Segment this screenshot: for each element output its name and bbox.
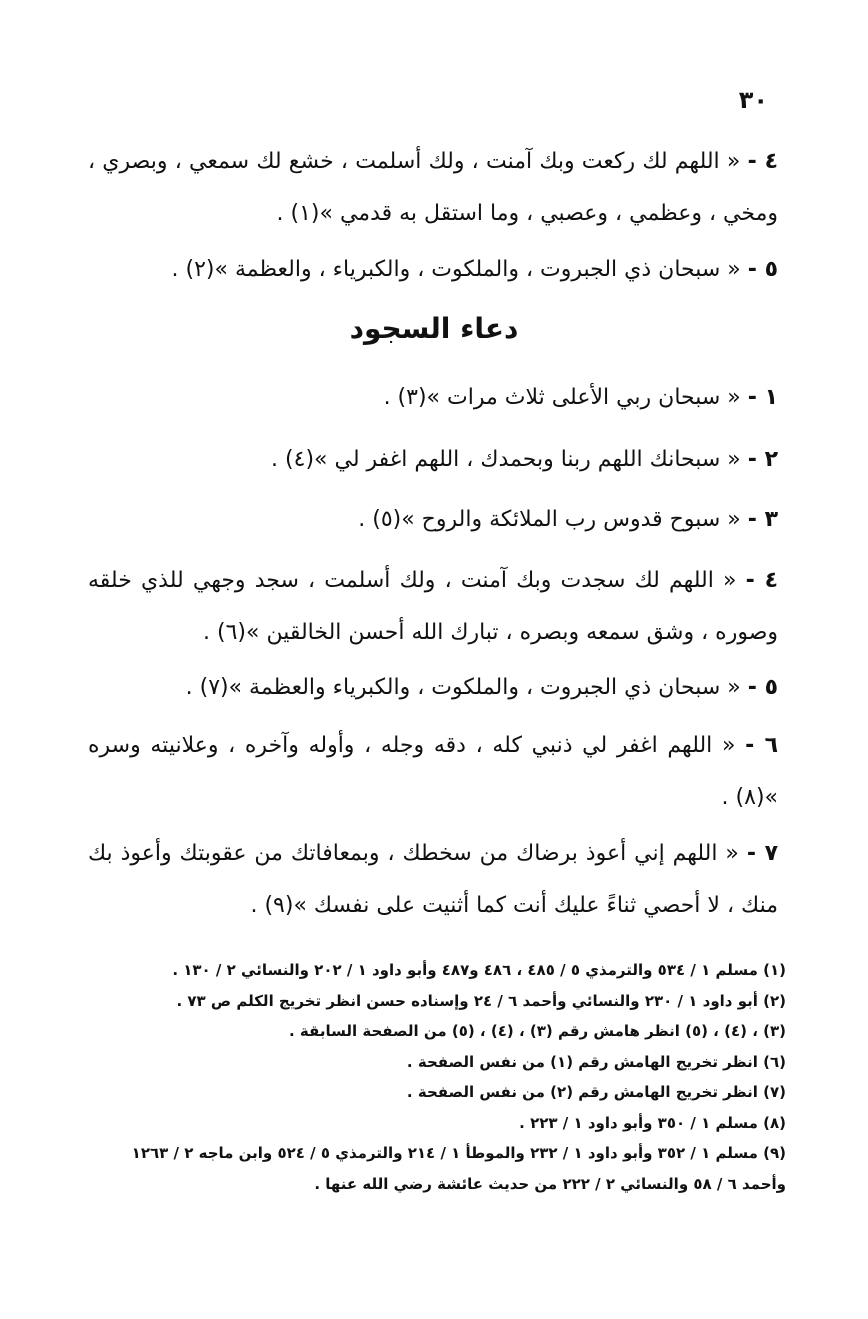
sujud-item-7 (88, 828, 778, 932)
footnote-9: (٩) مسلم ١ / ٣٥٢ وأبو داود ١ / ٢٣٢ والموطأ ١ / ٢١٤ والترمذي ٥ / ٥٢٤ وابن ماجه ٢ / ١٢٦٣ وأحمد ٦ / ٥٨ والنسائي ٢ / ٢٢٢ من حديث عائشة رضي الله عنها . (131, 1144, 786, 1193)
footnote-1: (١) مسلم ١ / ٥٣٤ والترمذي ٥ / ٤٨٥ ، ٤٨٦ و٤٨٧ وأبو داود ١ / ٢٠٢ والنسائي ٢ / ١٣٠ . (172, 961, 786, 979)
page-number: ٣٠ (738, 86, 768, 114)
footnote-3-5: (٣) ، (٤) ، (٥) انظر هامش رقم (٣) ، (٤) ، (٥) من الصفحة السابقة . (289, 1022, 786, 1040)
item-text: « اللهم اغفر لي ذنبي كله ، دقه وجله ، وأوله وآخره ، وعلانيته وسره »(٨) . (88, 733, 778, 810)
sujud-item-1 (88, 372, 778, 424)
item-text: « سبوح قدوس رب الملائكة والروح »(٥) . (358, 507, 741, 532)
item-number: ٢ - (747, 447, 778, 472)
item-number: ٦ - (745, 733, 778, 758)
item-number: ٥ - (747, 675, 778, 700)
item-number: ٥ - (747, 257, 778, 282)
item-number: ٣ - (747, 507, 778, 532)
item-text: « سبحان ربي الأعلى ثلاث مرات »(٣) . (383, 385, 741, 410)
ruku-item-5 (88, 244, 778, 296)
footnote-7: (٧) انظر تخريج الهامش رقم (٢) من نفس الصفحة . (406, 1083, 786, 1101)
footnotes (86, 955, 786, 1199)
footnote-6: (٦) انظر تخريج الهامش رقم (١) من نفس الصفحة . (406, 1052, 786, 1071)
item-number: ٤ - (745, 568, 779, 593)
sujud-item-2 (88, 434, 778, 486)
sujud-item-3 (88, 494, 778, 546)
item-number: ٧ - (746, 841, 778, 866)
item-text: « اللهم لك سجدت وبك آمنت ، ولك أسلمت ، سجد وجهي للذي خلقه وصوره ، وشق سمعه وبصره ، تبارك الله أحسن الخالقين »(٦) . (88, 568, 778, 645)
item-number: ١ - (747, 385, 778, 410)
item-text: « سبحان ذي الجبروت ، والملكوت ، والكبرياء والعظمة »(٧) . (185, 675, 741, 700)
section-heading: دعاء السجود (349, 312, 519, 345)
item-text: « سبحانك اللهم ربنا وبحمدك ، اللهم اغفر لي »(٤) . (271, 447, 741, 472)
sujud-item-4 (88, 555, 778, 659)
sujud-item-6 (88, 720, 778, 824)
item-text: « اللهم لك ركعت وبك آمنت ، ولك أسلمت ، خشع لك سمعي ، وبصري ، ومخي ، وعظمي ، وعصبي ، وما استقل به قدمي »(١) . (88, 149, 778, 226)
ruku-item-4 (88, 136, 778, 240)
footnote-8: (٨) مسلم ١ / ٣٥٠ وأبو داود ١ / ٢٢٣ . (519, 1113, 786, 1132)
item-number: ٤ - (747, 149, 779, 174)
sujud-item-5 (88, 662, 778, 714)
item-text: « اللهم إني أعوذ برضاك من سخطك ، وبمعافاتك من عقوبتك وأعوذ بك منك ، لا أحصي ثناءً عليك أنت كما أثنيت على نفسك »(٩) . (88, 841, 778, 918)
item-text: « سبحان ذي الجبروت ، والملكوت ، والكبرياء ، والعظمة »(٢) . (171, 257, 741, 282)
footnote-2: (٢) أبو داود ١ / ٢٣٠ والنسائي وأحمد ٦ / ٢٤ وإسناده حسن انظر تخريج الكلم ص ٧٣ . (176, 991, 786, 1010)
